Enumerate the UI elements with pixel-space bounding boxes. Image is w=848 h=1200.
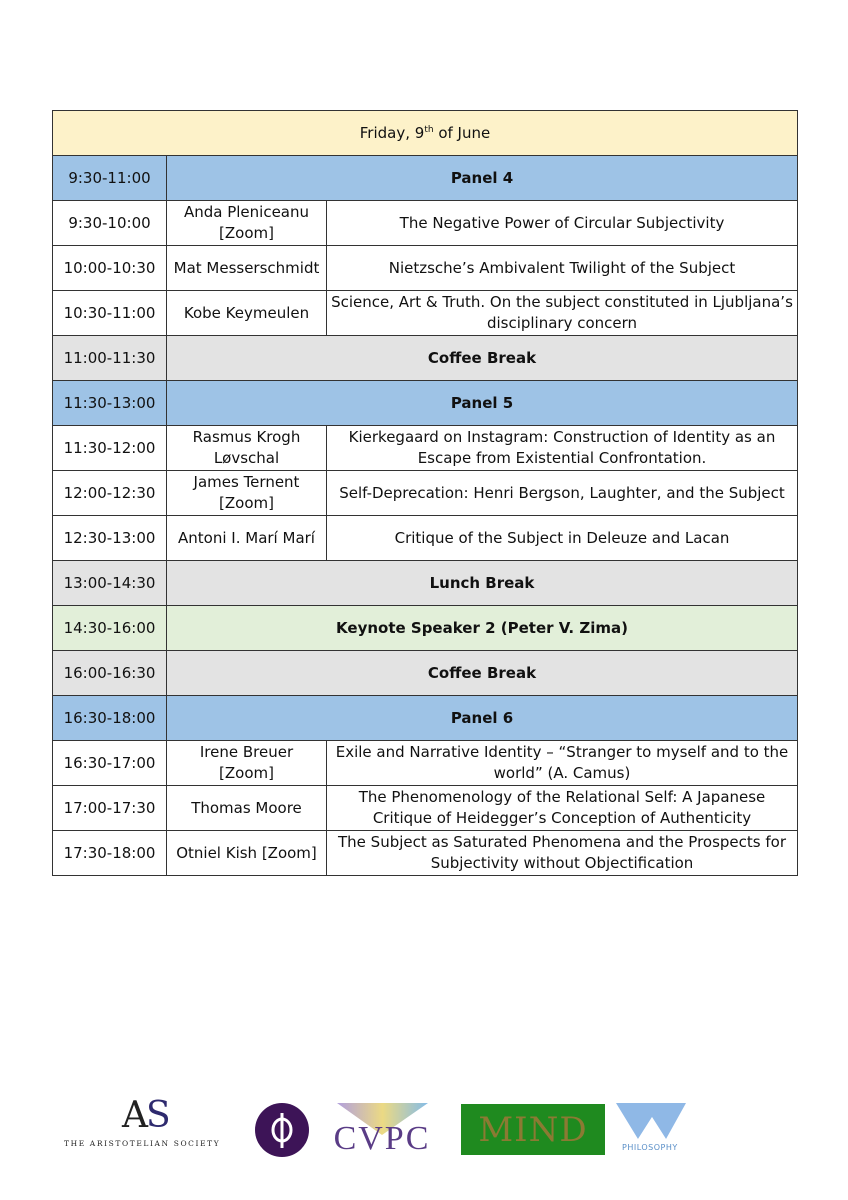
talk-title: Critique of the Subject in Deleuze and Lacan [327, 516, 798, 561]
talk-title: Nietzsche’s Ambivalent Twilight of the Subject [327, 246, 798, 291]
philosophy-logo [614, 1101, 688, 1153]
speaker-name: Anda Pleniceanu [Zoom] [167, 201, 327, 246]
as-logo-name: THE ARISTOTELIAN SOCIETY [64, 1139, 221, 1148]
break-title: Coffee Break [167, 336, 798, 381]
talk-title: The Subject as Saturated Phenomena and the Prospects for Subjectivity without Objectification [327, 831, 798, 876]
session-time: 9:30-11:00 [53, 156, 167, 201]
break-title: Coffee Break [167, 651, 798, 696]
break-row [53, 561, 798, 606]
panel-title: Panel 4 [167, 156, 798, 201]
speaker-name: Mat Messerschmidt [167, 246, 327, 291]
talk-title: Science, Art & Truth. On the subject constituted in Ljubljana’s disciplinary concern [327, 291, 798, 336]
talk-row [53, 471, 798, 516]
talk-row [53, 426, 798, 471]
speaker-name: Rasmus Krogh Løvschal [167, 426, 327, 471]
philosophy-w-icon [614, 1101, 688, 1141]
session-time: 17:00-17:30 [53, 786, 167, 831]
talk-row [53, 831, 798, 876]
panel-title: Panel 5 [167, 381, 798, 426]
cvpc-text: CVPC [333, 1120, 431, 1153]
cvpc-triangle-icon [325, 1101, 440, 1153]
talk-title: Kierkegaard on Instagram: Construction of Identity as an Escape from Existential Confrontation. [327, 426, 798, 471]
talk-title: The Negative Power of Circular Subjectivity [327, 201, 798, 246]
talk-row [53, 201, 798, 246]
aristotelian-society-logo [60, 1095, 230, 1155]
session-time: 14:30-16:00 [53, 606, 167, 651]
speaker-name: Kobe Keymeulen [167, 291, 327, 336]
session-time: 11:30-13:00 [53, 381, 167, 426]
talk-title: Self-Deprecation: Henri Bergson, Laughter, and the Subject [327, 471, 798, 516]
talk-row [53, 291, 798, 336]
cvpc-logo [325, 1101, 440, 1153]
panel-row [53, 156, 798, 201]
talk-row [53, 516, 798, 561]
session-time: 17:30-18:00 [53, 831, 167, 876]
keynote-row [53, 606, 798, 651]
session-time: 10:00-10:30 [53, 246, 167, 291]
speaker-name: Irene Breuer [Zoom] [167, 741, 327, 786]
break-row [53, 651, 798, 696]
session-time: 11:30-12:00 [53, 426, 167, 471]
speaker-name: James Ternent [Zoom] [167, 471, 327, 516]
speaker-name: Thomas Moore [167, 786, 327, 831]
break-title: Lunch Break [167, 561, 798, 606]
phi-logo [255, 1103, 309, 1157]
session-time: 12:30-13:00 [53, 516, 167, 561]
date-header [53, 111, 798, 156]
schedule-table [52, 110, 798, 876]
session-time: 16:30-18:00 [53, 696, 167, 741]
mind-text: MIND [478, 1110, 588, 1150]
as-logo-mark: AS [122, 1095, 169, 1136]
session-time: 9:30-10:00 [53, 201, 167, 246]
mind-logo [461, 1104, 605, 1155]
session-time: 11:00-11:30 [53, 336, 167, 381]
talk-title: The Phenomenology of the Relational Self: A Japanese Critique of Heidegger’s Conception of Authenticity [327, 786, 798, 831]
philosophy-text: PHILOSOPHY [622, 1143, 678, 1152]
speaker-name: Otniel Kish [Zoom] [167, 831, 327, 876]
session-time: 12:00-12:30 [53, 471, 167, 516]
talk-row [53, 741, 798, 786]
date-rest: of June [433, 123, 491, 142]
session-time: 10:30-11:00 [53, 291, 167, 336]
panel-row [53, 381, 798, 426]
break-row [53, 336, 798, 381]
talk-row [53, 786, 798, 831]
sponsor-logos [0, 1095, 848, 1165]
talk-title: Exile and Narrative Identity – “Stranger to myself and to the world” (A. Camus) [327, 741, 798, 786]
session-time: 16:30-17:00 [53, 741, 167, 786]
panel-row [53, 696, 798, 741]
talk-row [53, 246, 798, 291]
panel-title: Panel 6 [167, 696, 798, 741]
session-time: 16:00-16:30 [53, 651, 167, 696]
speaker-name: Antoni I. Marí Marí [167, 516, 327, 561]
keynote-title: Keynote Speaker 2 (Peter V. Zima) [167, 606, 798, 651]
session-time: 13:00-14:30 [53, 561, 167, 606]
phi-symbol-icon [255, 1103, 309, 1157]
date-day: Friday, 9 [359, 123, 425, 142]
date-ordinal: th [424, 124, 434, 135]
date-header-row [53, 111, 798, 156]
